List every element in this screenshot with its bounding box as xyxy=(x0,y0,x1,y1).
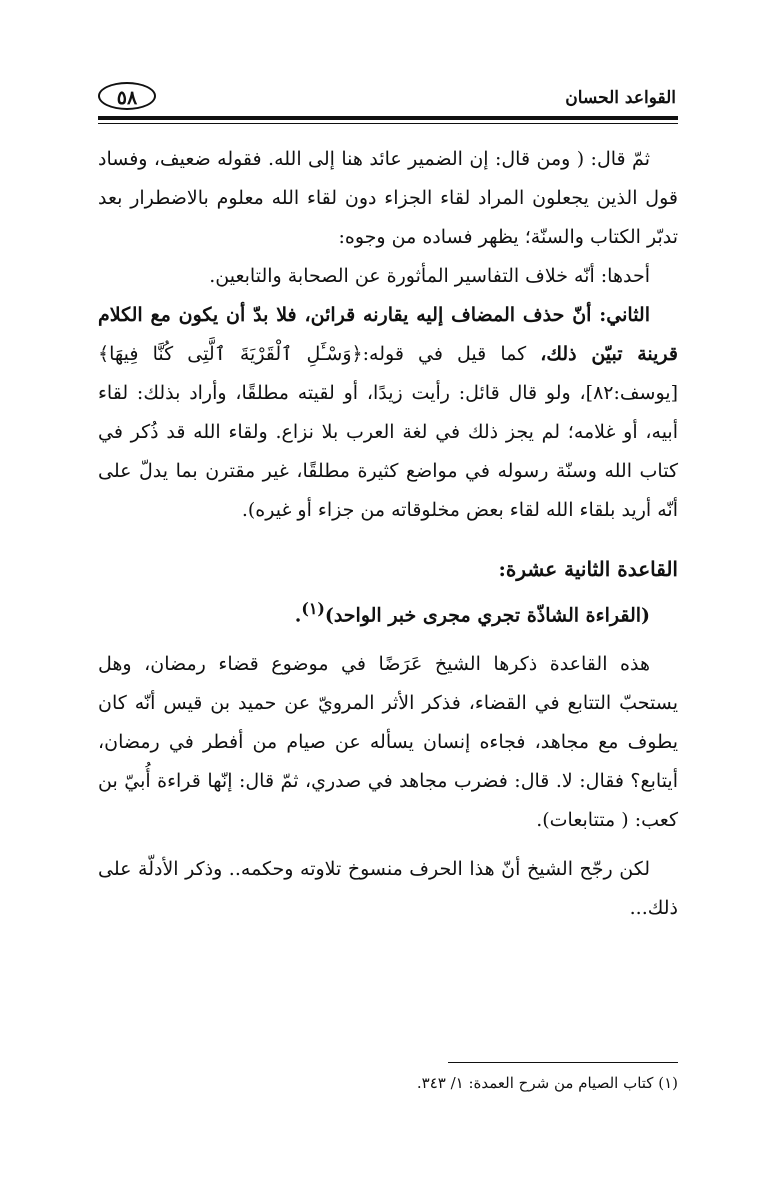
footnote-ref: (١) xyxy=(301,599,325,618)
footnote-separator xyxy=(448,1062,678,1063)
paragraph-5: لكن رجّح الشيخ أنّ هذا الحرف منسوخ تلاوته وحكمه.. وذكر الأدلّة على ذلك... xyxy=(98,858,678,920)
rule-text xyxy=(98,589,678,635)
section-gap xyxy=(98,530,678,540)
page-number-badge: ٥٨ xyxy=(98,82,156,110)
header-rule-thick xyxy=(98,116,678,120)
paragraph-2: أحدها: أنّه خلاف التفاسير المأثورة عن الصحابة والتابعين. xyxy=(209,265,650,287)
section-gap-3 xyxy=(98,840,678,850)
header-rule-thin xyxy=(98,123,678,124)
paragraph-3-bold: الثاني: أنّ حذف المضاف إليه يقارنه قرائن، فلا بدّ أن يكون مع الكلام قرينة تبيّن ذلك، xyxy=(98,304,678,365)
rule-heading: القاعدة الثانية عشرة: xyxy=(498,557,678,581)
paragraph-3 xyxy=(98,296,678,530)
rule-end: . xyxy=(294,604,302,627)
rule-statement: (القراءة الشاذّة تجري مجرى خبر الواحد) xyxy=(324,604,650,627)
paragraph-4: هذه القاعدة ذكرها الشيخ عَرَضًا في موضوع قضاء رمضان، وهل يستحبّ التتابع في القضاء، فذكر الأثر المرويّ عن حميد بن قيس أنّه كان يطوف مع مجاهد، فجاءه إنسان يسأله عن صيام من أفطر في رمضان، أيتابع؟ فقال: لا. قال: فضرب مجاهد في صدري، ثمّ قال: إنّها قراءة أُبيّ بن كعب: ( متتابعات). xyxy=(98,653,678,832)
paragraph-3-rest: كما قيل في قوله:﴿وَسْـَٔلِ ٱلْقَرْيَةَ ٱلَّتِى كُنَّا فِيهَا﴾[يوسف:٨٢]، ولو قال قائل: رأيت زيدًا، أو لقيته مطلقًا، وأراد بذلك: لقاء أبيه، أو غلامه؛ لم يجز ذلك في لغة العرب بلا نزاع. ولقاء الله قد ذُكر في كتاب الله وسنّة رسوله في مواضع كثيرة مطلقًا، غير مقترن بما يدلّ على أنّه أريد بلقاء الله لقاء بعض مخلوقاته من جزاء أو غيره). xyxy=(98,343,678,521)
paragraph-1: ثمّ قال: ( ومن قال: إن الضمير عائد هنا إلى الله. فقوله ضعيف، وفساد قول الذين يجعلون المراد لقاء الجزاء دون لقاء الله معلوم بالاضطرار بعد تدبّر الكتاب والسنّة؛ يظهر فساده من وجوه: xyxy=(98,148,678,248)
running-title: القواعد الحسان xyxy=(565,88,676,108)
footnote: (١) كتاب الصيام من شرح العمدة: ١/ ٣٤٣. xyxy=(416,1074,678,1092)
main-text xyxy=(98,140,678,928)
section-gap-2 xyxy=(98,635,678,645)
